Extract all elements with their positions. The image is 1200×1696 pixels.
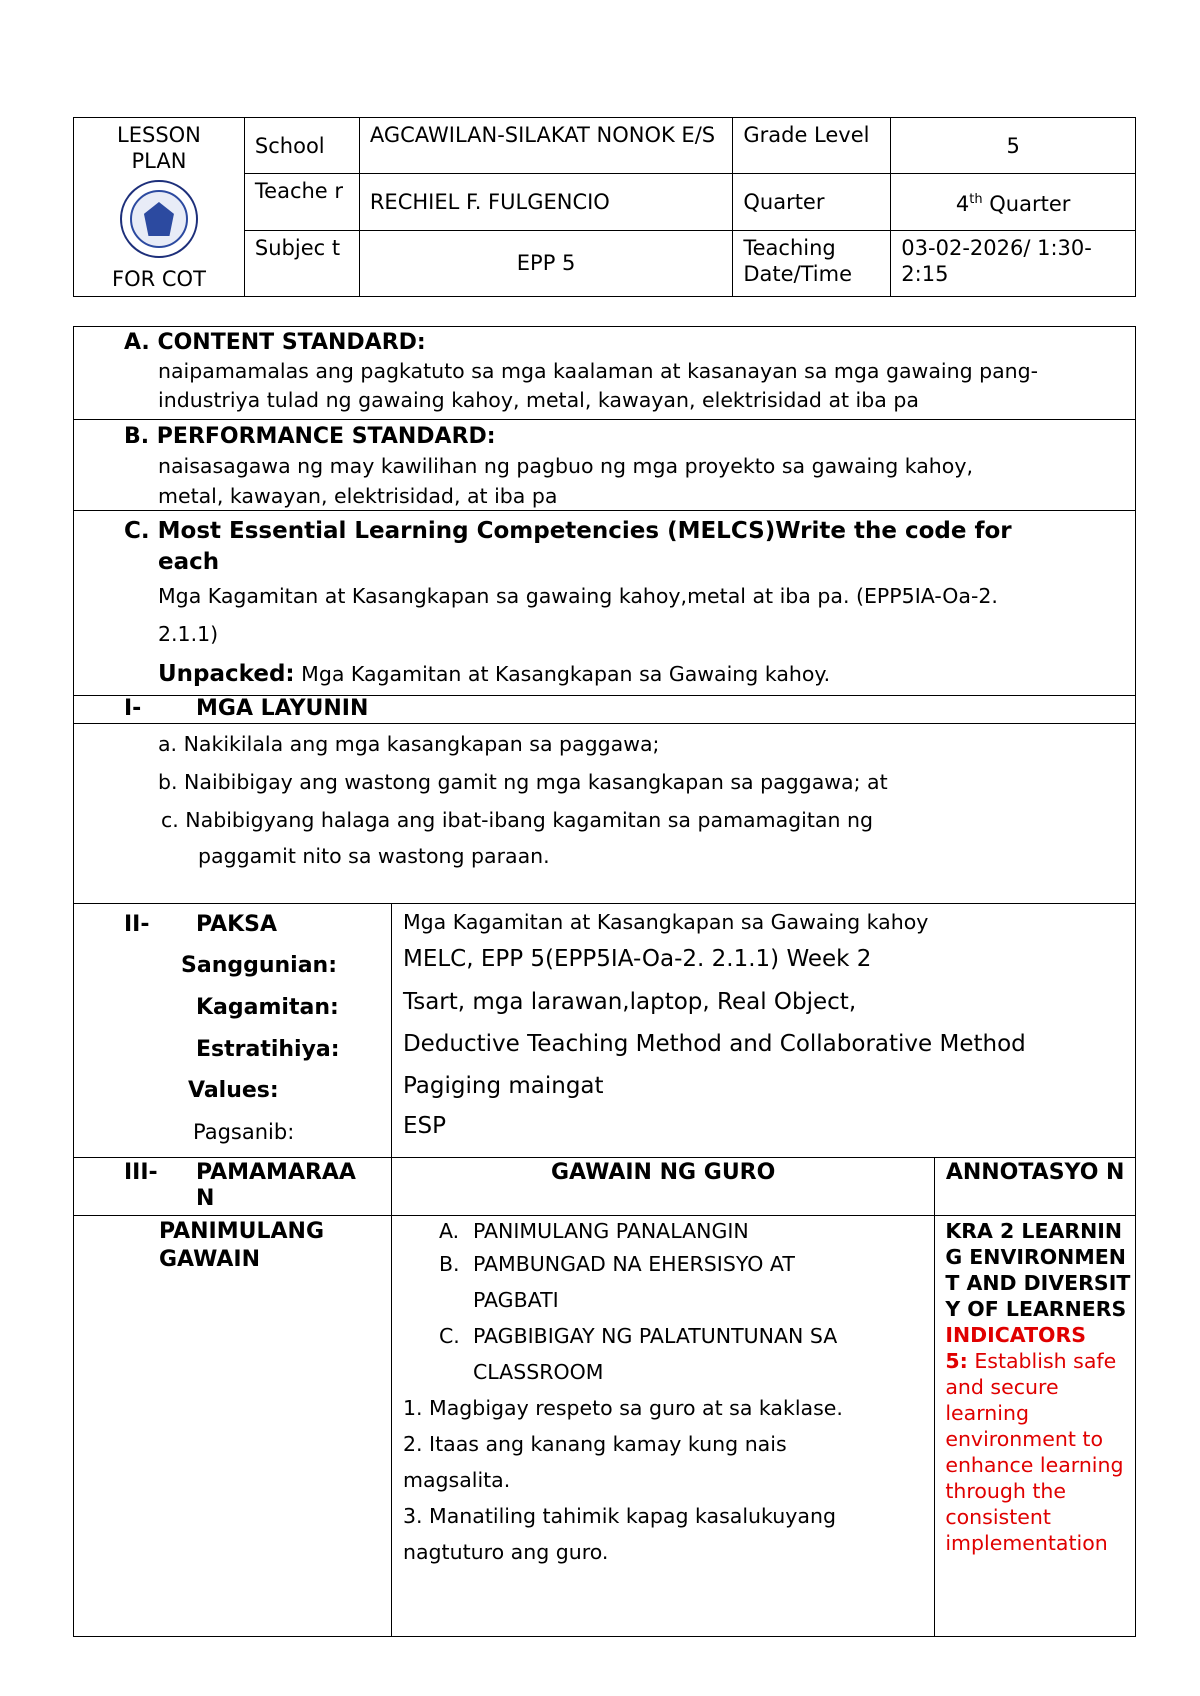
annotasyon-label: ANNOTASYO N [945,1160,1125,1185]
performance-standard-line2: metal, kawayan, elektrisidad, at iba pa [158,484,558,508]
values-value: Pagiging maingat [402,1073,604,1099]
panimulang-item [439,1282,934,1318]
panimulang-item-marker [439,1282,473,1318]
layunin-body [74,724,1136,904]
panimulang-gawain-label: PANIMULANG GAWAIN [159,1219,324,1272]
pamamaraan-header [74,1158,392,1216]
layunin-b: b. Naibibigay ang wastong gamit ng mga kasangkapan sa paggawa; at [158,770,888,794]
header-table [73,117,1136,297]
performance-standard-section [74,420,1136,511]
gawain-ng-guro-label: GAWAIN NG GURO [550,1160,776,1185]
panimulang-item-text: PANIMULANG PANALANGIN [472,1219,749,1243]
school-label: School [244,118,359,174]
pamamaraan-title: PAMAMARAA N [196,1160,356,1211]
layunin-num: I- [124,696,142,721]
teacher-value: RECHIEL F. FULGENCIO [359,174,733,230]
grade-value: 5 [891,118,1136,174]
estratihiya-label: Estratihiya: [196,1037,340,1062]
panimulang-gawain-cell [74,1216,392,1637]
indicator-text: Establish safe and secure learning environment to enhance learning through the consistent implementation [945,1349,1124,1555]
content-standard-title: A. CONTENT STANDARD: [124,330,426,355]
melcs-section [74,511,1136,696]
layunin-c1: c. Nabibigyang halaga ang ibat-ibang kagamitan sa pamamagitan ng [161,808,873,832]
for-cot-label: FOR COT [112,267,206,291]
subject-value: EPP 5 [359,230,733,296]
unpacked-label: Unpacked: [158,661,295,687]
content-standard-section [74,327,1136,420]
kagamitan-value: Tsart, mga larawan,laptop, Real Object, [402,989,857,1015]
paksa-values [391,904,1135,1158]
paksa-num: II- [124,912,150,937]
layunin-title: MGA LAYUNIN [196,696,369,721]
deped-seal-icon [120,180,198,258]
panimulang-item-marker: A. [438,1219,460,1243]
layunin-c2: paggamit nito sa wastong paraan. [198,844,550,868]
quarter-value [891,174,1136,230]
kagamitan-label: Kagamitan: [196,995,339,1020]
kra-text: KRA 2 LEARNING ENVIRONMEN T AND DIVERSITY OF LEARNERS [945,1219,1131,1321]
panimulang-item [439,1354,934,1390]
performance-standard-line1: naisasagawa ng may kawilihan ng pagbuo ng mga proyekto sa gawaing kahoy, [158,454,973,478]
panimulang-item-text: CLASSROOM [472,1360,604,1384]
rule-line: 3. Manatiling tahimik kapag kasalukuyang [402,1504,836,1528]
indicators-label: INDICATORS [945,1323,1087,1347]
content-standard-line1: naipamamalas ang pagkatuto sa mga kaalaman at kasanayan sa mga gawaing pang- [158,359,1039,383]
pagsanib-value: ESP [402,1113,446,1139]
lesson-plan-cell [74,118,245,297]
panimulang-item [439,1246,934,1282]
melcs-line2: 2.1.1) [158,622,219,646]
teacher-label: Teache r [244,174,359,230]
rule-line: nagtuturo ang guro. [402,1540,609,1564]
paksa-labels [74,904,392,1158]
panimulang-item-text: PAGBIBIGAY NG PALATUNTUNAN SA [472,1324,838,1348]
subject-label: Subjec t [244,230,359,296]
estratihiya-value: Deductive Teaching Method and Collaborative Method [402,1031,1026,1057]
sanggunian-value: MELC, EPP 5(EPP5IA-Oa-2. 2.1.1) Week 2 [402,946,872,972]
pamamaraan-num: III- [124,1160,158,1185]
annotasyon-header [935,1158,1136,1216]
lesson-plan-label: LESSON PLAN [117,123,201,173]
panimulang-item [439,1318,934,1354]
panimulang-items [403,1216,934,1390]
panimulang-item-text: PAGBATI [472,1288,559,1312]
melcs-title-line1: C. Most Essential Learning Competencies (MELCS)Write the code for [124,518,1012,544]
unpacked-text: Mga Kagamitan at Kasangkapan sa Gawaing kahoy. [294,662,831,686]
layunin-header [74,696,1136,724]
unpacked-line [158,653,1135,695]
gawain-ng-guro-header [391,1158,934,1216]
school-value: AGCAWILAN-SILAKAT NONOK E/S [359,118,733,174]
rule-line: 2. Itaas ang kanang kamay kung nais [402,1432,787,1456]
panimulang-item-marker: C. [438,1324,460,1348]
melcs-line1: Mga Kagamitan at Kasangkapan sa gawaing kahoy,metal at iba pa. (EPP5IA-Oa-2. [158,584,998,608]
date-value: 03-02-2026/ 1:30-2:15 [891,230,1136,296]
content-standard-line2: industriya tulad ng gawaing kahoy, metal, kawayan, elektrisidad at iba pa [158,388,919,412]
annotation-cell [935,1216,1136,1637]
sanggunian-label: Sanggunian: [181,953,338,978]
quarter-num: 4 [955,192,970,217]
classroom-rules [403,1390,934,1570]
date-label: Teaching Date/Time [733,230,891,296]
pagsanib-label: Pagsanib: [193,1120,295,1144]
panimulang-item-marker: B. [438,1252,460,1276]
performance-standard-title: B. PERFORMANCE STANDARD: [124,424,496,449]
indicator-block [945,1322,1131,1556]
panimulang-item [439,1216,934,1246]
panimulang-item-text: PAMBUNGAD NA EHERSISYO AT [472,1252,795,1276]
layunin-a: a. Nakikilala ang mga kasangkapan sa paggawa; [158,732,660,756]
indicator-num: 5: [945,1349,968,1373]
rule-line: magsalita. [402,1468,511,1492]
quarter-label: Quarter [733,174,891,230]
quarter-sup: th [969,192,983,208]
panimulang-activities [391,1216,934,1637]
main-table [73,326,1136,1637]
values-label: Values: [188,1078,279,1103]
grade-label: Grade Level [733,118,891,174]
panimulang-item-marker [439,1354,473,1390]
rule-line: 1. Magbigay respeto sa guro at sa kaklase. [402,1396,843,1420]
melcs-title-line2: each [158,549,220,575]
paksa-heading [124,906,391,945]
paksa-title: PAKSA [196,912,278,937]
paksa-value: Mga Kagamitan at Kasangkapan sa Gawaing kahoy [402,910,929,934]
quarter-word: Quarter [982,192,1071,217]
